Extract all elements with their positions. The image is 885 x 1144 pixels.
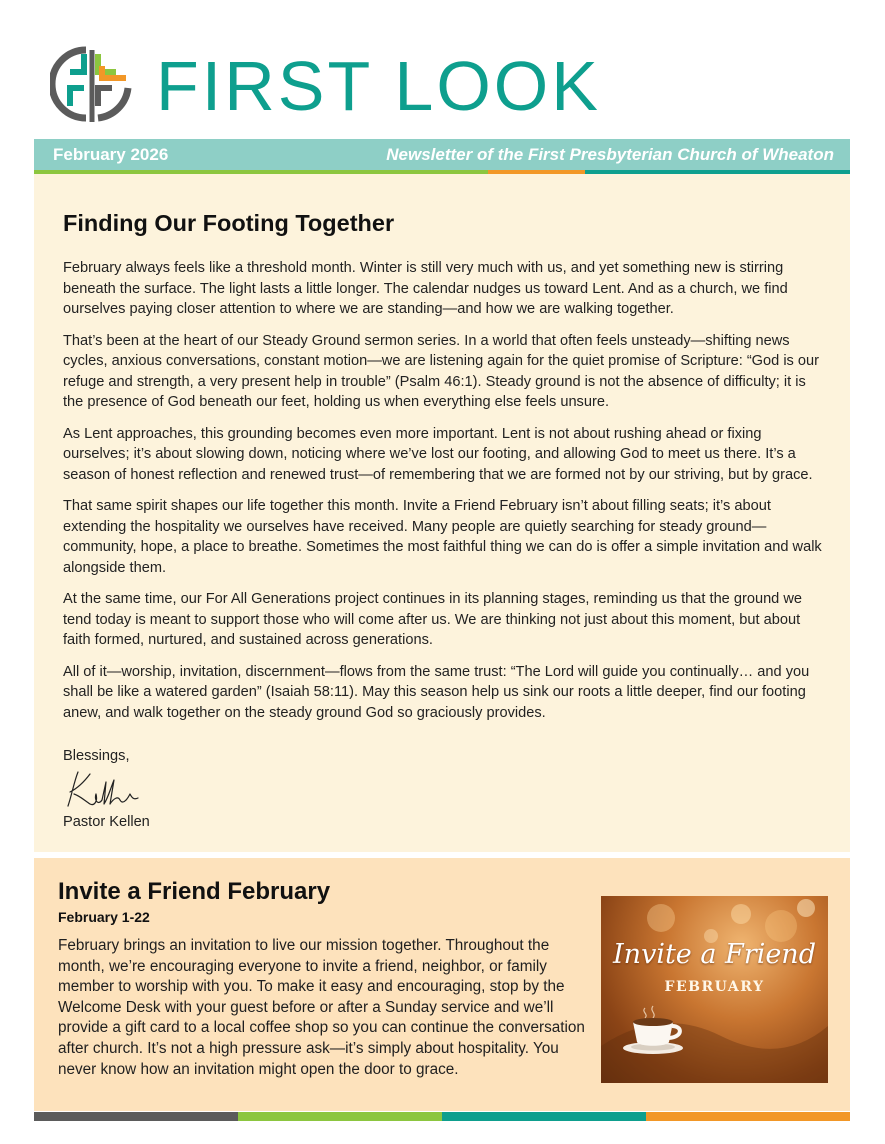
footer-rule <box>34 1112 850 1121</box>
church-cross-logo-icon <box>50 42 134 126</box>
letter-paragraph: That’s been at the heart of our Steady Ground sermon series. In a world that often feels unsteady—shifting news cycles, anxious conversations, constant motion—we are listening again for the quiet promise of Scripture: “God is our refuge and strength, a very present help in trouble” (Psalm 46:1). Steady ground is not the absence of difficulty; it is the presence of God beneath our feet, holding us when everything else feels unsure. <box>63 332 820 410</box>
letter-closing: Blessings, <box>63 748 130 764</box>
promo-line-2: FEBRUARY <box>664 979 765 995</box>
letter-paragraph: As Lent approaches, this grounding becomes even more important. Lent is not about rushing ahead or fixing ourselves; it’s about slowing down, noticing where we’ve lost our footing, and allowing God to meet us there. It’s a season of honest reflection and renewed trust—of remembering that we are formed not by our striving, but by grace. <box>63 425 813 483</box>
masthead <box>50 38 850 128</box>
coffee-cup-icon <box>619 1004 691 1056</box>
signature <box>64 768 144 812</box>
date-banner <box>34 139 850 170</box>
invite-promo-image <box>601 896 828 1083</box>
issue-date: February 2026 <box>53 145 169 164</box>
letter-paragraph: All of it—worship, invitation, discernment—flows from the same trust: “The Lord will guide you continually… and you shall be like a watered garden” (Isaiah 58:11). May this season help us sink our roots a little deeper, find our footing anew, and walk together on the steady ground God so graciously provides. <box>63 663 810 721</box>
letter-paragraph: February always feels like a threshold month. Winter is still very much with us, and yet something new is stirring beneath the surface. The light lasts a little longer. The calendar nudges us toward Lent. And as a church, we find ourselves paying closer attention to where we are standing—and how we are walking together. <box>63 260 788 317</box>
newsletter-title: FIRST LOOK <box>156 47 601 125</box>
feature-title: Invite a Friend February <box>58 878 331 905</box>
footer-rule-segment <box>646 1112 850 1121</box>
signer-name: Pastor Kellen <box>63 814 150 830</box>
footer-rule-segment <box>442 1112 646 1121</box>
pastor-letter <box>34 174 850 852</box>
feature-dates: February 1-22 <box>58 909 150 925</box>
letter-title: Finding Our Footing Together <box>63 210 395 236</box>
footer-rule-segment <box>238 1112 442 1121</box>
promo-line-1: Invite a Friend <box>613 939 816 970</box>
letter-paragraph: That same spirit shapes our life together this month. Invite a Friend February isn’t about filling seats; it’s about extending the hospitality we ourselves have received. Many people are quietly searching for steady ground—community, hope, a place to breathe. Sometimes the most faithful thing we can do is offer a simple invitation and walk alongside them. <box>63 498 822 576</box>
feature-text: February brings an invitation to live our mission together. Throughout the month, we’re encouraging everyone to invite a friend, neighbor, or family member to worship with you. To make it easy and encouraging, stop by the Welcome Desk with your guest before or after a Sunday service and we’ll provide a gift card to a local coffee shop so you can continue the conversation after church. It’s not a high pressure ask—it’s simply about hospitality. You never know how an invitation might open the door to grace. <box>58 937 585 1078</box>
letter-body <box>63 258 823 734</box>
letter-paragraph: At the same time, our For All Generations project continues in its planning stages, reminding us that the ground we tend today is meant to support those who will come after us. We are thinking not just about this moment, but about faith formed, nurtured, and sustained across generations. <box>63 591 803 648</box>
newsletter-tagline: Newsletter of the First Presbyterian Church of Wheaton <box>386 145 834 164</box>
footer-rule-segment <box>34 1112 238 1121</box>
invite-feature <box>34 858 850 1111</box>
